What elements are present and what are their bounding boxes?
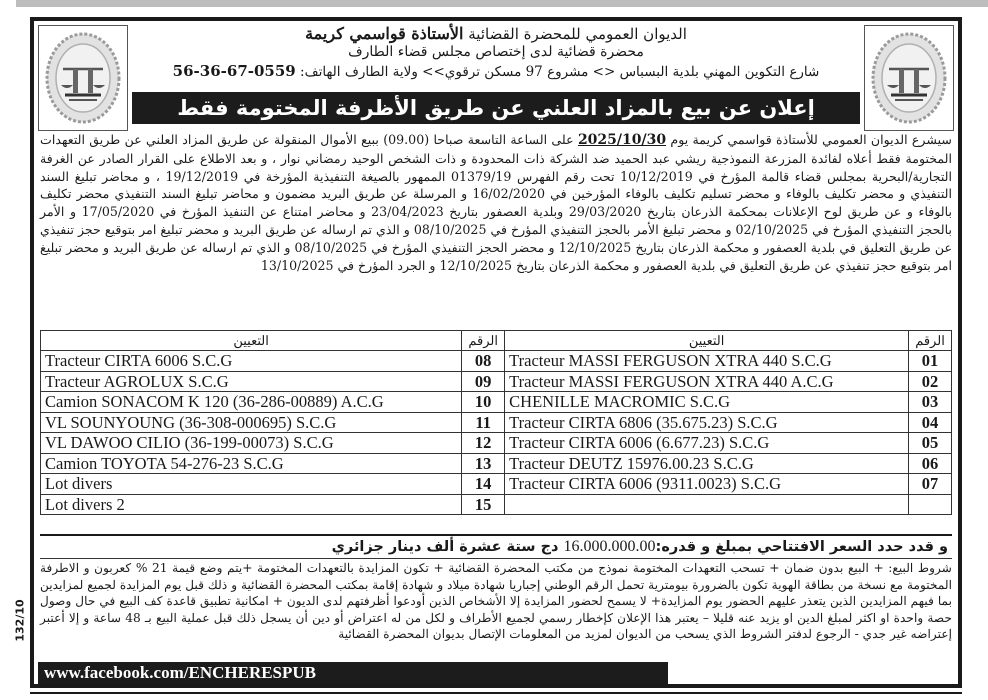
item-desc: Tracteur MASSI FERGUSON XTRA 440 S.C.G	[505, 351, 909, 372]
item-desc: Tracteur CIRTA 6006 (9311.0023) S.C.G	[505, 474, 909, 495]
item-desc: Tracteur MASSI FERGUSON XTRA 440 A.C.G	[505, 371, 909, 392]
table-row	[41, 453, 952, 474]
col-header-num-right: الرقم	[909, 331, 952, 351]
seal-right	[864, 25, 954, 131]
col-header-desc-right: التعيين	[505, 331, 909, 351]
legal-notice-frame	[30, 17, 962, 688]
item-num: 12	[462, 433, 505, 454]
top-gray-rule	[16, 0, 988, 7]
sale-terms: شروط البيع: + البيع بدون ضمان + تسحب التعهدات المختومة نموذج من مكتب المحضرة القضائية + تكون المزايدة بالتعهدات المختومة +يتم وضع قيمة 21 % كعربون و الاطرفة المختومة مع نسخة من بطاقة الهوية تكون بالضرورة بيومترية تحمل الرقم الوطني إجباريا شهادة ميلاد و شهادة إقامة بمكتب المحضرة القضائية و ذلك قبل يوم المزايدة لجميع لمزايدين بما فيهم المزايدين الذين يتعذر عليهم الحضور يوم المزايدة+ لا يسمح لحضور المزايدة إلا الأشخاص الذين أودعوا أظرفتهم لدى الديون + امكانية تطبيق قاعدة كف البيع في حال وصول حصة واحدة او اكثر لمبلغ الدين او يزيد عنه قليلا – يعتبر هذا الإعلان كإخطار رسمي لجميع الأطراف و لكل من له اعتراض أو دين أن يسجل ذلك قبل عملية البيع بـ 48 ساعة و إلا أعتبر إعتراضه غير جدي - الرجوع لدفتر الشروط الذي يسحب من الديوان لمزيد من المعلومات الإتصال بديوان المحضرة القضائية	[40, 561, 952, 642]
item-desc: Tracteur DEUTZ 15976.00.23 S.C.G	[505, 453, 909, 474]
item-num: 11	[462, 412, 505, 433]
item-num	[909, 494, 952, 515]
bottom-rule	[30, 692, 962, 694]
office-jurisdiction: محضرة قضائية لدى إختصاص مجلس قضاء الطارف	[348, 44, 644, 60]
item-num: 03	[909, 392, 952, 413]
item-desc: Tracteur CIRTA 6806 (35.675.23) S.C.G	[505, 412, 909, 433]
address-text: شارع التكوين المهني بلدية البسباس <> مشروع 97 مسكن ترقوي>> ولاية الطارف الهاتف:	[300, 64, 820, 80]
scales-of-justice-seal-icon	[869, 29, 949, 127]
price-amount: 16.000.000.00	[563, 538, 656, 555]
office-prefix: الديوان العمومي للمحضرة القضائية	[468, 25, 687, 43]
table-row	[41, 371, 952, 392]
col-header-desc-left: التعيين	[41, 331, 462, 351]
item-num: 02	[909, 371, 952, 392]
scales-of-justice-seal-icon	[43, 29, 123, 127]
table-row	[41, 392, 952, 413]
item-desc: Lot divers	[41, 474, 462, 495]
item-desc: CHENILLE MACROMIC S.C.G	[505, 392, 909, 413]
bailiff-name: الأستاذة قواسمي كريمة	[305, 24, 464, 43]
seal-left	[38, 25, 128, 131]
table-header-row	[41, 331, 952, 351]
item-desc: VL SOUNYOUNG (36-308-000695) S.C.G	[41, 412, 462, 433]
item-num: 04	[909, 412, 952, 433]
item-num: 10	[462, 392, 505, 413]
item-num: 14	[462, 474, 505, 495]
item-num: 06	[909, 453, 952, 474]
item-desc: Lot divers 2	[41, 494, 462, 515]
item-num: 08	[462, 351, 505, 372]
table-row	[41, 494, 952, 515]
office-header	[132, 24, 860, 82]
body-intro: سيشرع الديوان العمومي للأستاذة قواسمي كريمة يوم	[670, 132, 952, 147]
facebook-link[interactable]: www.facebook.com/ENCHERESPUB	[38, 662, 668, 684]
item-desc: Tracteur CIRTA 6006 S.C.G	[41, 351, 462, 372]
opening-price	[40, 534, 952, 559]
item-desc: Tracteur AGROLUX S.C.G	[41, 371, 462, 392]
phone-number: 0559-67-36-56	[172, 62, 296, 80]
item-num: 13	[462, 453, 505, 474]
item-desc: Camion SONACOM K 120 (36-286-00889) A.C.G	[41, 392, 462, 413]
items-table	[40, 330, 952, 515]
item-desc: Tracteur CIRTA 6006 (6.677.23) S.C.G	[505, 433, 909, 454]
price-prefix: و قدد حدد السعر الافتتاحي بمبلغ و قدره:	[655, 539, 948, 555]
side-code	[10, 590, 30, 650]
office-title	[132, 24, 860, 44]
item-num: 07	[909, 474, 952, 495]
item-num: 09	[462, 371, 505, 392]
auction-date: 2025/10/30	[577, 132, 667, 148]
table-row	[41, 433, 952, 454]
table-row	[41, 412, 952, 433]
item-desc: Camion TOYOTA 54-276-23 S.C.G	[41, 453, 462, 474]
price-words: دج ستة عشرة ألف دينار جزائري	[331, 539, 559, 555]
table-row	[41, 474, 952, 495]
col-header-num-left: الرقم	[462, 331, 505, 351]
body-details: على الساعة التاسعة صباحا (09.00) ببيع الأموال المنقولة عن طريق المزاد العلني عن طريق التعهدات المختومة فقط أعلاه لفائدة المزرعة النموذجية ريشي عبد الحميد ضد الشركة ذات المحدودة و ذات الشخص الوحيد رمضاني نوار ، و بعد الاطلاع على القرار الصادر عن الغرفة التجارية/البحرية بمجلس قضاء قالمة المؤرخ في 10/12/2019 تحت رقم الفهرس 01379/19 الممهور بالصيغة التنفيذية المؤرخة في 19/12/2019 ، و محاضر تبليغ السند التنفيذي و محضر تكليف بالوفاء و محضر تسليم تكليف بالوفاء المؤرخين في 16/02/2020 و المرسلة عن طريق البريد مضمون و محاضر تبليغ السند التنفيذي محضر تكليف بالوفاء و عن طريق لوح الإعلانات بمحكمة الذرعان بتاريخ 29/03/2020 وبلدية العصفور بتاريخ 23/04/2023 و محاضر امتناع عن التنفيذ المؤرخ في 17/05/2020 و الأمر بالحجز التنفيذي المؤرخ في 02/10/2025 و محضر تبليغ الأمر بالحجز التنفيذي المؤرخ في 08/10/2025 و الذي تم ارساله عن طريق البريد و محضر تبليغ امر بتوقيع حجز تنفيذي عن طريق التعليق في بلدية العصفور و محكمة الذرعان بتاريخ 12/10/2025 و محضر الحجز التنفيذي المؤرخ في 08/10/2025 و الذي تم ارساله عن طريق البريد و محضر تبليغ امر بتوقيع حجز تنفيذي عن طريق التعليق في بلدية العصفور و محكمة الذرعان بتاريخ 12/10/2025 و الجرد المؤرخ في 13/10/2025	[40, 132, 952, 273]
table-row	[41, 351, 952, 372]
office-address	[132, 61, 860, 82]
item-desc: VL DAWOO CILIO (36-199-00073) S.C.G	[41, 433, 462, 454]
item-num: 15	[462, 494, 505, 515]
item-num: 01	[909, 351, 952, 372]
item-desc	[505, 494, 909, 515]
announcement-body	[40, 131, 952, 274]
side-code-text: 132/10	[13, 598, 27, 642]
announcement-banner: إعلان عن بيع بالمزاد العلني عن طريق الأظرفة المختومة فقط	[132, 92, 860, 124]
item-num: 05	[909, 433, 952, 454]
